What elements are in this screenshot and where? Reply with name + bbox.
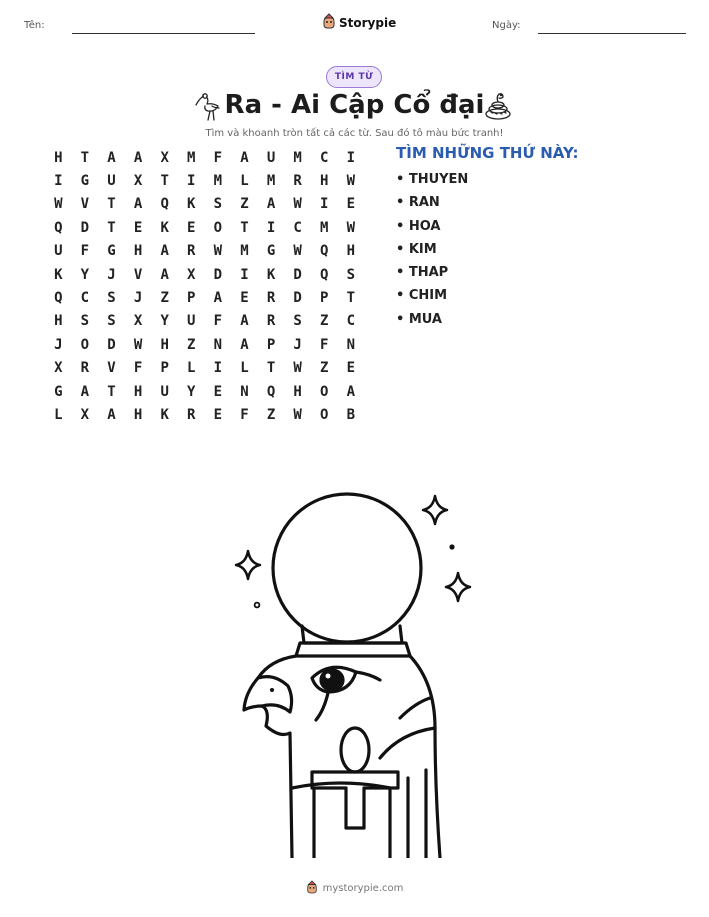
grid-letter[interactable]: T <box>266 360 276 377</box>
grid-letter[interactable]: H <box>133 383 143 400</box>
grid-letter[interactable]: R <box>187 243 196 260</box>
grid-letter[interactable]: Z <box>320 313 329 330</box>
grid-letter[interactable]: J <box>54 336 63 353</box>
activity-badge: TÌM TỪ <box>326 66 382 88</box>
grid-letter[interactable]: A <box>133 149 143 166</box>
grid-letter[interactable]: G <box>107 243 116 260</box>
grid-letter[interactable]: F <box>213 149 223 166</box>
grid-letter[interactable]: Z <box>187 336 196 353</box>
footer <box>0 880 709 897</box>
grid-letter[interactable]: L <box>54 406 63 423</box>
date-line[interactable] <box>538 33 686 34</box>
storypie-mascot-icon <box>306 880 318 897</box>
word-list <box>396 170 468 333</box>
grid-letter[interactable]: A <box>160 243 169 260</box>
grid-letter[interactable]: V <box>80 196 90 213</box>
brand-name: Storypie <box>339 15 397 30</box>
grid-letter[interactable]: E <box>346 360 356 377</box>
grid-letter[interactable]: Q <box>320 243 329 260</box>
grid-letter[interactable]: Q <box>54 219 63 236</box>
grid-letter[interactable]: E <box>213 383 223 400</box>
grid-letter[interactable]: U <box>107 173 116 190</box>
page-title: Ra - Ai Cập Cổ đại <box>224 90 485 120</box>
coiled-snake-icon <box>482 90 514 126</box>
grid-letter[interactable]: W <box>293 243 302 260</box>
grid-letter[interactable]: I <box>187 173 196 190</box>
grid-letter[interactable]: W <box>293 360 302 377</box>
grid-letter[interactable]: X <box>133 313 143 330</box>
grid-letter[interactable]: U <box>266 149 276 166</box>
grid-letter[interactable]: X <box>80 406 90 423</box>
word-list-item: • THUYEN <box>396 172 469 187</box>
grid-letter[interactable]: D <box>213 266 223 283</box>
grid-letter[interactable]: Y <box>187 383 196 400</box>
grid-letter[interactable]: G <box>266 243 276 260</box>
grid-letter[interactable]: U <box>160 383 169 400</box>
grid-letter[interactable]: S <box>107 313 116 330</box>
grid-letter[interactable]: A <box>346 383 356 400</box>
grid-letter[interactable]: K <box>54 266 63 283</box>
grid-letter[interactable]: D <box>293 266 302 283</box>
grid-letter[interactable]: Q <box>266 383 276 400</box>
grid-letter[interactable]: H <box>346 243 356 260</box>
grid-letter[interactable]: K <box>160 219 169 236</box>
grid-letter[interactable]: O <box>213 219 223 236</box>
grid-letter[interactable]: M <box>266 173 276 190</box>
grid-letter[interactable]: X <box>160 149 169 166</box>
grid-letter[interactable]: F <box>320 336 329 353</box>
grid-letter[interactable]: R <box>187 406 196 423</box>
grid-letter[interactable]: T <box>346 290 356 307</box>
grid-letter[interactable]: H <box>320 173 329 190</box>
grid-letter[interactable]: Z <box>160 290 169 307</box>
grid-letter[interactable]: T <box>80 149 90 166</box>
grid-letter[interactable]: W <box>346 173 356 190</box>
grid-letter[interactable]: S <box>80 313 90 330</box>
grid-letter[interactable]: A <box>240 336 249 353</box>
grid-letter[interactable]: M <box>213 173 223 190</box>
grid-letter[interactable]: E <box>346 196 356 213</box>
grid-letter[interactable]: H <box>133 406 143 423</box>
grid-letter[interactable]: Y <box>80 266 90 283</box>
grid-letter[interactable]: H <box>54 149 63 166</box>
grid-letter[interactable]: D <box>107 336 116 353</box>
grid-letter[interactable]: M <box>187 149 196 166</box>
grid-letter[interactable]: A <box>266 196 276 213</box>
grid-letter[interactable]: K <box>160 406 169 423</box>
grid-letter[interactable]: W <box>293 406 302 423</box>
grid-letter[interactable]: L <box>240 173 249 190</box>
grid-letter[interactable]: H <box>293 383 302 400</box>
grid-letter[interactable]: R <box>293 173 302 190</box>
grid-letter[interactable]: Z <box>320 360 329 377</box>
grid-letter[interactable]: F <box>240 406 249 423</box>
grid-letter[interactable]: H <box>54 313 63 330</box>
grid-letter[interactable]: O <box>320 383 329 400</box>
grid-letter[interactable]: Q <box>54 290 63 307</box>
grid-letter[interactable]: Z <box>266 406 276 423</box>
grid-letter[interactable]: J <box>293 336 302 353</box>
grid-letter[interactable]: I <box>213 360 223 377</box>
grid-letter[interactable]: U <box>54 243 63 260</box>
footer-url[interactable]: mystorypie.com <box>322 883 404 894</box>
grid-letter[interactable]: M <box>320 219 329 236</box>
grid-letter[interactable]: S <box>346 266 356 283</box>
grid-letter[interactable]: W <box>346 219 356 236</box>
grid-letter[interactable]: N <box>240 383 249 400</box>
grid-letter[interactable]: D <box>80 219 90 236</box>
grid-letter[interactable]: I <box>54 173 63 190</box>
grid-letter[interactable]: R <box>266 313 276 330</box>
grid-letter[interactable]: E <box>213 406 223 423</box>
date-label: Ngày: <box>492 20 521 31</box>
grid-letter[interactable]: U <box>187 313 196 330</box>
grid-letter[interactable]: X <box>187 266 196 283</box>
grid-letter[interactable]: N <box>213 336 223 353</box>
grid-letter[interactable]: M <box>293 149 302 166</box>
grid-letter[interactable]: W <box>213 243 223 260</box>
word-list-item: • KIM <box>396 241 437 257</box>
grid-letter[interactable]: L <box>240 360 249 377</box>
ankh-icon <box>341 728 369 772</box>
grid-letter[interactable]: S <box>213 196 223 213</box>
grid-letter[interactable]: A <box>240 149 249 166</box>
grid-letter[interactable]: I <box>346 149 356 166</box>
grid-letter[interactable]: B <box>346 406 356 423</box>
word-list-item: • HOA <box>396 218 441 234</box>
grid-letter[interactable]: S <box>293 313 302 330</box>
word-list-item: • RAN <box>396 195 440 211</box>
grid-letter[interactable]: T <box>107 219 116 236</box>
grid-letter[interactable]: T <box>107 196 116 213</box>
grid-letter[interactable]: F <box>133 360 143 377</box>
grid-letter[interactable]: R <box>80 360 90 377</box>
grid-letter[interactable]: K <box>187 196 196 213</box>
grid-letter[interactable]: H <box>160 336 169 353</box>
grid-letter[interactable]: K <box>266 266 276 283</box>
grid-letter[interactable]: E <box>187 219 196 236</box>
grid-letter[interactable]: Z <box>240 196 249 213</box>
grid-letter[interactable]: C <box>80 290 90 307</box>
grid-letter[interactable]: J <box>107 266 116 283</box>
grid-letter[interactable]: E <box>133 219 143 236</box>
grid-letter[interactable]: A <box>213 290 223 307</box>
grid-letter[interactable]: F <box>80 243 90 260</box>
grid-letter[interactable]: V <box>107 360 116 377</box>
grid-letter[interactable]: T <box>160 173 169 190</box>
grid-letter[interactable]: H <box>133 243 143 260</box>
grid-letter[interactable]: O <box>80 336 90 353</box>
grid-letter[interactable]: X <box>54 360 63 377</box>
grid-letter[interactable]: C <box>293 219 302 236</box>
grid-letter[interactable]: G <box>80 173 90 190</box>
grid-letter[interactable]: E <box>240 290 249 307</box>
grid-letter[interactable]: Q <box>160 196 169 213</box>
name-line[interactable] <box>72 33 255 34</box>
grid-letter[interactable]: P <box>160 360 169 377</box>
grid-letter[interactable]: A <box>133 196 143 213</box>
grid-letter[interactable]: I <box>320 196 329 213</box>
grid-letter[interactable]: X <box>133 173 143 190</box>
brand-logo <box>322 13 396 32</box>
grid-letter[interactable]: A <box>107 149 116 166</box>
word-list-item: • THAP <box>396 265 449 281</box>
grid-letter[interactable]: I <box>240 266 249 283</box>
word-search-grid[interactable] <box>45 146 364 427</box>
grid-letter[interactable]: I <box>266 219 276 236</box>
grid-letter[interactable]: M <box>240 243 249 260</box>
sun-disk-icon <box>273 494 421 642</box>
grid-letter[interactable]: P <box>266 336 276 353</box>
grid-letter[interactable]: S <box>107 290 116 307</box>
grid-letter[interactable]: A <box>107 406 116 423</box>
name-label: Tên: <box>24 20 45 31</box>
horus-ra-illustration <box>230 488 480 862</box>
instructions: Tìm và khoanh tròn tất cả các từ. Sau đó tô màu bức tranh! <box>205 128 504 139</box>
grid-letter[interactable]: G <box>54 383 63 400</box>
word-list-item: • CHIM <box>396 288 448 304</box>
word-list-item: • MUA <box>396 311 442 327</box>
grid-letter[interactable]: L <box>187 360 196 377</box>
grid-letter[interactable]: J <box>133 290 143 307</box>
storypie-mascot-icon <box>322 13 336 32</box>
grid-letter[interactable]: Y <box>160 313 169 330</box>
grid-letter[interactable]: D <box>293 290 302 307</box>
grid-letter[interactable]: Q <box>320 266 329 283</box>
grid-letter[interactable]: P <box>187 290 196 307</box>
grid-letter[interactable]: A <box>240 313 249 330</box>
word-list-heading: TÌM NHỮNG THỨ NÀY: <box>396 144 579 162</box>
grid-letter[interactable]: C <box>346 313 356 330</box>
grid-letter[interactable]: W <box>54 196 63 213</box>
grid-letter[interactable]: A <box>160 266 169 283</box>
grid-letter[interactable]: F <box>213 313 223 330</box>
grid-letter[interactable]: P <box>320 290 329 307</box>
grid-letter[interactable]: T <box>240 219 249 236</box>
grid-letter[interactable]: W <box>293 196 302 213</box>
grid-letter[interactable]: A <box>80 383 90 400</box>
grid-letter[interactable]: V <box>133 266 143 283</box>
grid-letter[interactable]: R <box>266 290 276 307</box>
grid-letter[interactable]: C <box>320 149 329 166</box>
grid-letter[interactable]: W <box>133 336 143 353</box>
grid-letter[interactable]: O <box>320 406 329 423</box>
grid-letter[interactable]: N <box>346 336 356 353</box>
grid-letter[interactable]: T <box>107 383 116 400</box>
